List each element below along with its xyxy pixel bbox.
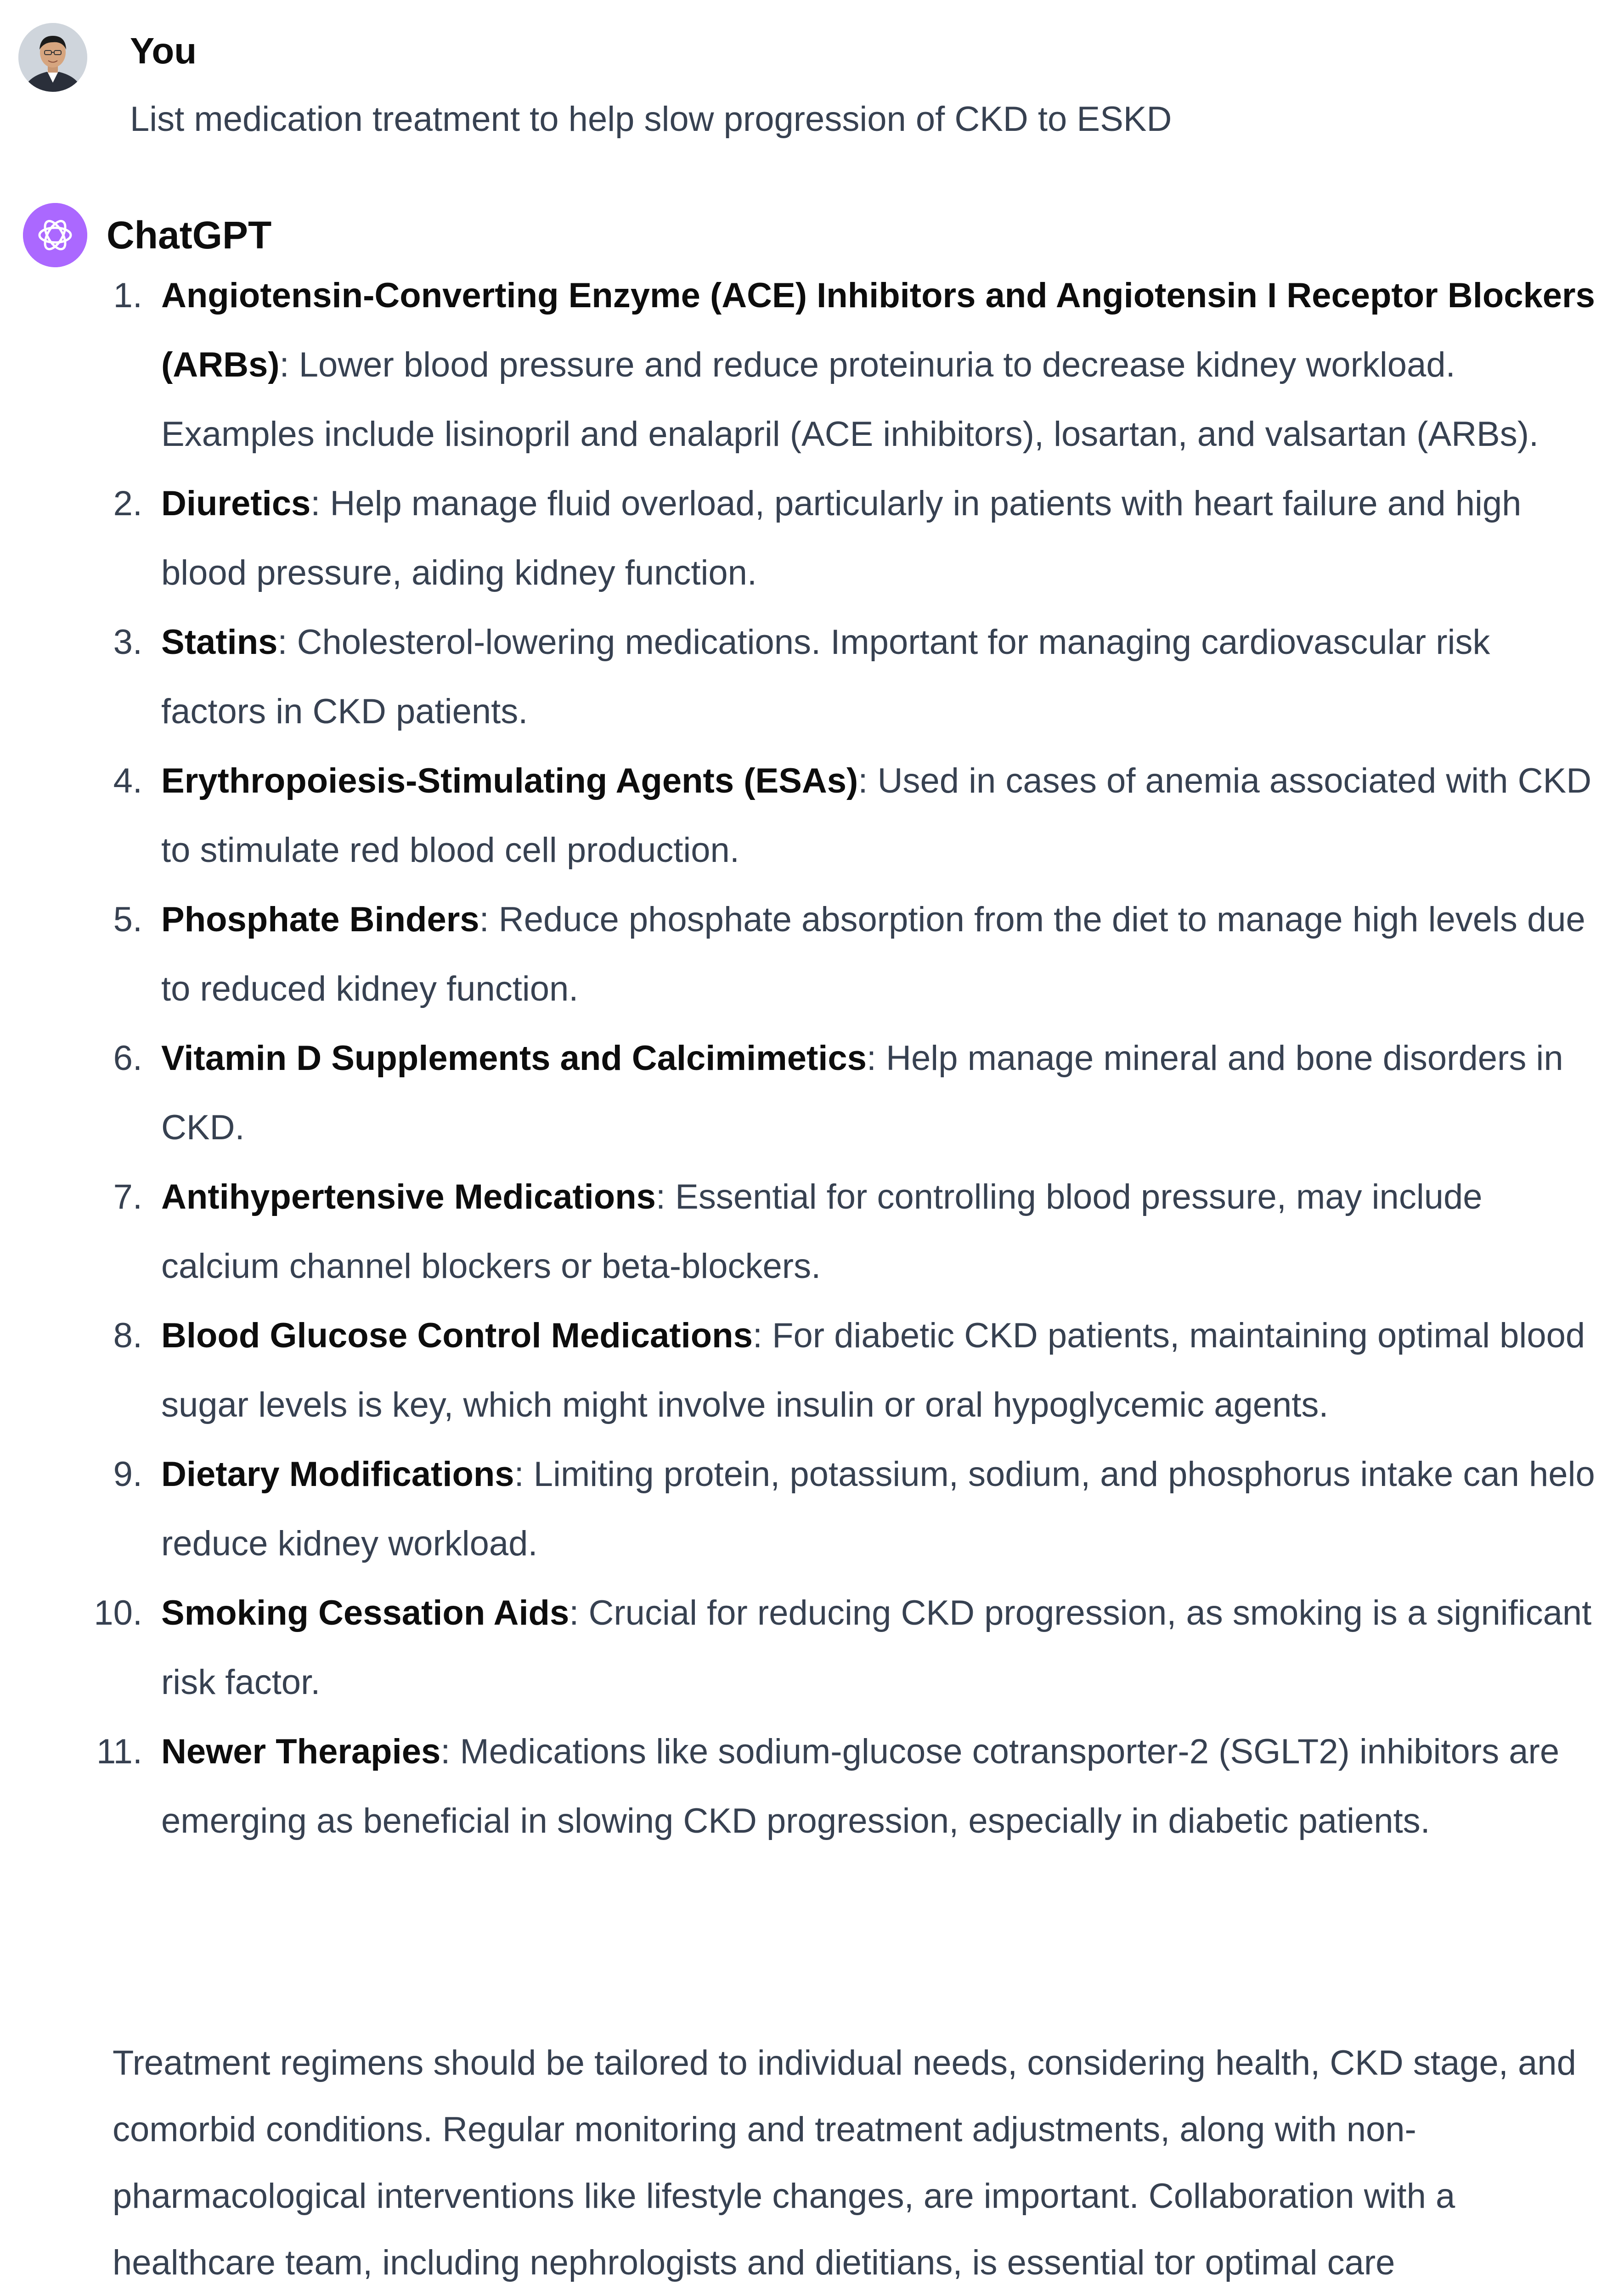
list-item <box>0 261 1624 469</box>
item-title: Vitamin D Supplements and Calcimimetics <box>161 1039 867 1078</box>
item-number: 5. <box>113 900 142 939</box>
user-name: You <box>130 30 197 71</box>
item-number: 7. <box>113 1177 142 1216</box>
item-number: 6. <box>113 1039 142 1078</box>
item-number: 1. <box>113 276 142 315</box>
list-item <box>0 1440 1624 1578</box>
item-text: : Limiting protein, potassium, sodium, and phosphorus intake can helo reduce kidney workload. <box>161 1455 1595 1563</box>
assistant-name: ChatGPT <box>107 214 272 257</box>
user-prompt-text: List medication treatment to help slow progression of CKD to ESKD <box>130 100 1172 139</box>
user-avatar-photo <box>18 23 87 92</box>
item-text: : Help manage mineral and bone disorders in CKD. <box>161 1039 1563 1147</box>
list-item <box>0 1162 1624 1301</box>
item-title: Erythropoiesis-Stimulating Agents (ESAs) <box>161 761 858 800</box>
item-text: : For diabetic CKD patients, maintaining optimal blood sugar levels is key, which might involve insulin or oral hypoglycemic agents. <box>161 1316 1585 1424</box>
item-text: : Help manage fluid overload, particularly in patients with heart failure and high blood pressure, aiding kidney function. <box>161 484 1522 592</box>
list-item <box>0 885 1624 1024</box>
openai-logo-icon <box>23 203 87 267</box>
chatgpt-avatar <box>23 203 87 267</box>
list-item <box>0 1301 1624 1440</box>
list-item <box>0 1024 1624 1162</box>
item-text: : Used in cases of anemia associated with CKD to stimulate red blood cell production. <box>161 761 1592 870</box>
list-item <box>0 469 1624 608</box>
item-number: 9. <box>113 1455 142 1494</box>
list-item <box>0 746 1624 885</box>
item-number: 8. <box>113 1316 142 1355</box>
item-number: 11. <box>96 1732 142 1771</box>
list-item <box>0 1578 1624 1717</box>
item-title: Blood Glucose Control Medications <box>161 1316 753 1355</box>
item-number: 10. <box>94 1593 142 1632</box>
item-title: Antihypertensive Medications <box>161 1177 656 1216</box>
item-number: 4. <box>113 761 142 800</box>
item-number: 2. <box>113 484 142 523</box>
answer-list <box>0 261 1624 1856</box>
item-number: 3. <box>113 623 142 662</box>
item-text: : Cholesterol-lowering medications. Important for managing cardiovascular risk factors in CKD patients. <box>161 623 1490 731</box>
item-text: : Essential for controlling blood pressure, may include calcium channel blockers or beta-blockers. <box>161 1177 1483 1286</box>
item-text: : Lower blood pressure and reduce proteinuria to decrease kidney workload. Examples include lisinopril and enalapril (ACE inhibitors), losartan, and valsartan (ARBs). <box>161 345 1539 454</box>
item-text: : Medications like sodium-glucose cotransporter-2 (SGLT2) inhibitors are emerging as beneficial in slowing CKD progression, especially in diabetic patients. <box>161 1732 1560 1840</box>
closing-paragraph: Treatment regimens should be tailored to individual needs, considering health, CKD stage, and comorbid conditions. Regular monitoring and treatment adjustments, along with non-pharmacological interventions like lifestyle changes, are important. Collaboration with a healthcare team, including nephrologists and dietitians, is essential tor optimal care <box>113 2043 1576 2282</box>
item-text: : Crucial for reducing CKD progression, as smoking is a significant risk factor. <box>161 1593 1592 1702</box>
item-title: Newer Therapies <box>161 1732 441 1771</box>
item-title: Angiotensin-Converting Enzyme (ACE) Inhibitors and Angiotensin I Receptor Blockers (ARBs) <box>161 276 1595 384</box>
list-item <box>0 608 1624 746</box>
user-avatar <box>18 23 87 92</box>
item-title: Smoking Cessation Aids <box>161 1593 570 1632</box>
item-title: Dietary Modifications <box>161 1455 514 1494</box>
item-title: Statins <box>161 623 278 662</box>
list-item <box>0 1717 1624 1856</box>
item-text: : Reduce phosphate absorption from the diet to manage high levels due to reduced kidney function. <box>161 900 1585 1008</box>
item-title: Diuretics <box>161 484 311 523</box>
item-title: Phosphate Binders <box>161 900 479 939</box>
